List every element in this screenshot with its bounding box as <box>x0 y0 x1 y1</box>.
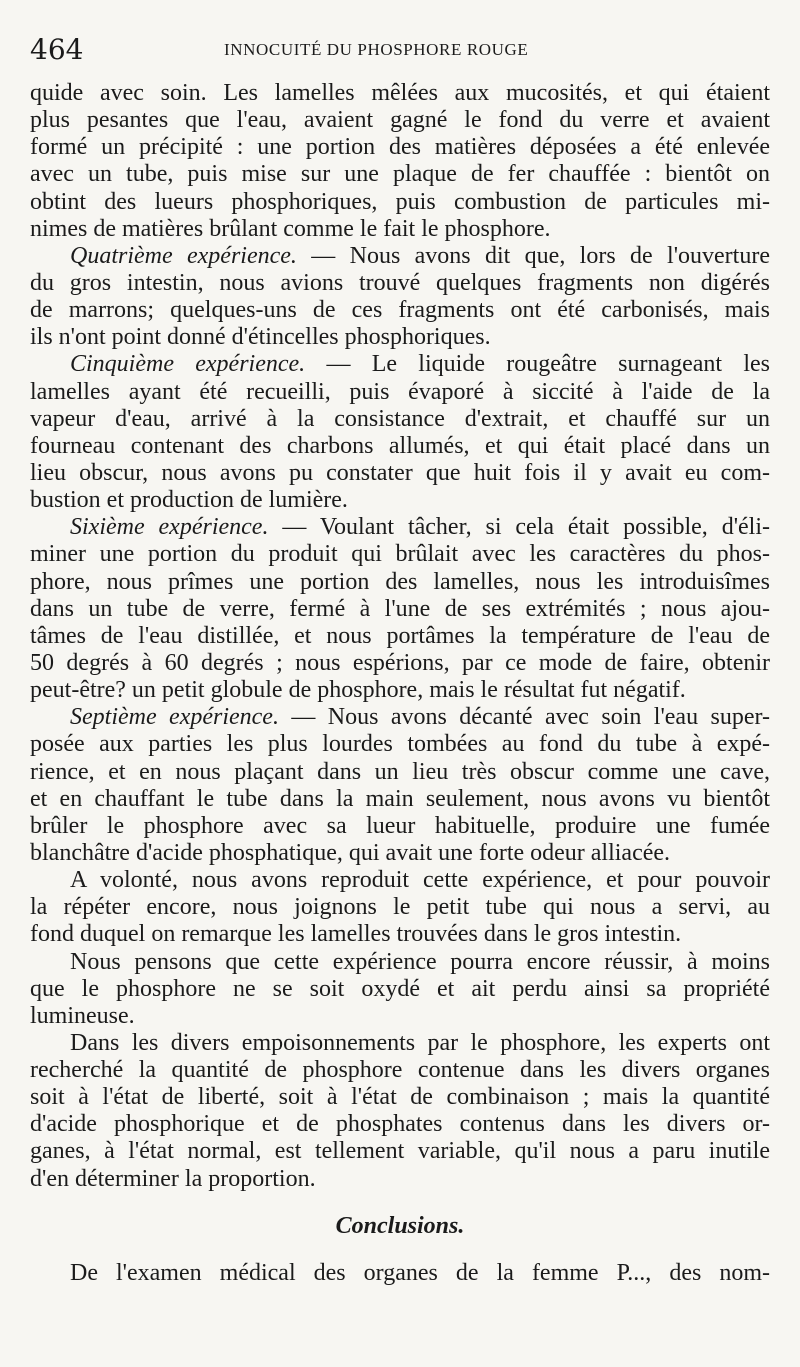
paragraph-first-line <box>30 243 770 270</box>
text-line: posée aux parties les plus lourdes tombées au fond du tube à expé- <box>30 731 770 758</box>
line-text: — Nous avons décanté avec soin l'eau super- <box>278 704 771 731</box>
text-line: Nous pensons que cette expérience pourra encore réussir, à moins <box>70 948 770 975</box>
paragraph-first-line <box>30 351 770 378</box>
text-line: avec un tube, puis mise sur une plaque de fer chauffée : bientôt on <box>30 161 770 188</box>
text-line: miner une portion du produit qui brûlait avec les caractères du phos- <box>30 541 770 568</box>
text-line: De l'examen médical des organes de la femme P..., des nom- <box>70 1259 770 1286</box>
experiment-label: Septième expérience. <box>70 704 279 731</box>
text-line: ganes, à l'état normal, est tellement variable, qu'il nous a paru inutile <box>30 1138 770 1165</box>
text-line: dans un tube de verre, fermé à l'une de ses extrémités ; nous ajou- <box>30 595 770 622</box>
text-line: plus pesantes que l'eau, avaient gagné le fond du verre et avaient <box>30 107 770 134</box>
text-line: 50 degrés à 60 degrés ; nous espérions, par ce mode de faire, obtenir <box>30 649 770 676</box>
text-line: Dans les divers empoisonnements par le phosphore, les experts ont <box>70 1029 770 1056</box>
text-line: d'en déterminer la proportion. <box>30 1165 316 1192</box>
text-line: ils n'ont point donné d'étincelles phosphoriques. <box>30 324 491 351</box>
section-spacer <box>30 1240 770 1260</box>
text-line: A volonté, nous avons reproduit cette expérience, et pour pouvoir <box>70 867 770 894</box>
text-line: bustion et production de lumière. <box>30 487 348 514</box>
text-line: de marrons; quelques-uns de ces fragments ont été carbonisés, mais <box>30 297 770 324</box>
text-line: brûler le phosphore avec sa lueur habituelle, produire une fumée <box>30 812 770 839</box>
line-text: — Voulant tâcher, si cela était possible, d'éli- <box>268 514 770 541</box>
text-line: peut-être? un petit globule de phosphore, mais le résultat fut négatif. <box>30 677 686 704</box>
paragraph-first-line <box>30 704 770 731</box>
text-line: lumineuse. <box>30 1002 135 1029</box>
text-line: lamelles ayant été recueilli, puis évaporé à siccité à l'aide de la <box>30 378 770 405</box>
experiment-label: Quatrième expérience. <box>70 242 297 269</box>
line-text: — Nous avons dit que, lors de l'ouverture <box>296 242 770 269</box>
conclusions-heading: Conclusions. <box>335 1212 465 1239</box>
section-spacer <box>30 1193 770 1213</box>
text-line: d'acide phosphorique et de phosphates contenus dans les divers or- <box>30 1111 770 1138</box>
text-line: la répéter encore, nous joignons le petit tube qui nous a servi, au <box>30 894 770 921</box>
text-line: nimes de matières brûlant comme le fait le phosphore. <box>30 215 551 242</box>
text-line: soit à l'état de liberté, soit à l'état de combinaison ; mais la quantité <box>30 1084 770 1111</box>
section-heading <box>30 1213 770 1240</box>
body-text <box>30 80 770 1287</box>
text-line: lieu obscur, nous avons pu constater que huit fois il y avait eu com- <box>30 459 770 486</box>
text-line: blanchâtre d'acide phosphatique, qui avait une forte odeur alliacée. <box>30 839 671 866</box>
paragraph-first-line <box>30 514 770 541</box>
text-line: et en chauffant le tube dans la main seulement, nous avons vu bientôt <box>30 785 770 812</box>
running-title: INNOCUITÉ DU PHOSPHORE ROUGE <box>224 40 529 59</box>
page-number: 464 <box>30 33 84 66</box>
text-line: formé un précipité : une portion des matières déposées a été enlevée <box>30 134 770 161</box>
text-line: rience, et en nous plaçant dans un lieu très obscur comme une cave, <box>30 758 770 785</box>
experiment-label: Sixième expérience. <box>70 514 269 541</box>
text-line: recherché la quantité de phosphore contenue dans les divers organes <box>30 1057 770 1084</box>
text-line: fond duquel on remarque les lamelles trouvées dans le gros intestin. <box>30 921 682 948</box>
text-line: que le phosphore ne se soit oxydé et ait perdu ainsi sa propriété <box>30 975 770 1002</box>
text-line: fourneau contenant des charbons allumés, et qui était placé dans un <box>30 432 770 459</box>
text-line: obtint des lueurs phosphoriques, puis combustion de particules mi- <box>30 188 770 215</box>
text-line: quide avec soin. Les lamelles mêlées aux mucosités, et qui étaient <box>30 80 770 106</box>
line-text: — Le liquide rougeâtre surnageant les <box>305 351 771 378</box>
experiment-label: Cinquième expérience. <box>70 351 306 378</box>
text-line: phore, nous prîmes une portion des lamelles, nous les introduisîmes <box>30 568 770 595</box>
text-line: vapeur d'eau, arrivé à la consistance d'extrait, et chauffé sur un <box>30 405 770 432</box>
text-line: du gros intestin, nous avions trouvé quelques fragments non digérés <box>30 269 770 296</box>
page-header <box>30 34 770 66</box>
text-line: tâmes de l'eau distillée, et nous portâmes la température de l'eau de <box>30 622 770 649</box>
